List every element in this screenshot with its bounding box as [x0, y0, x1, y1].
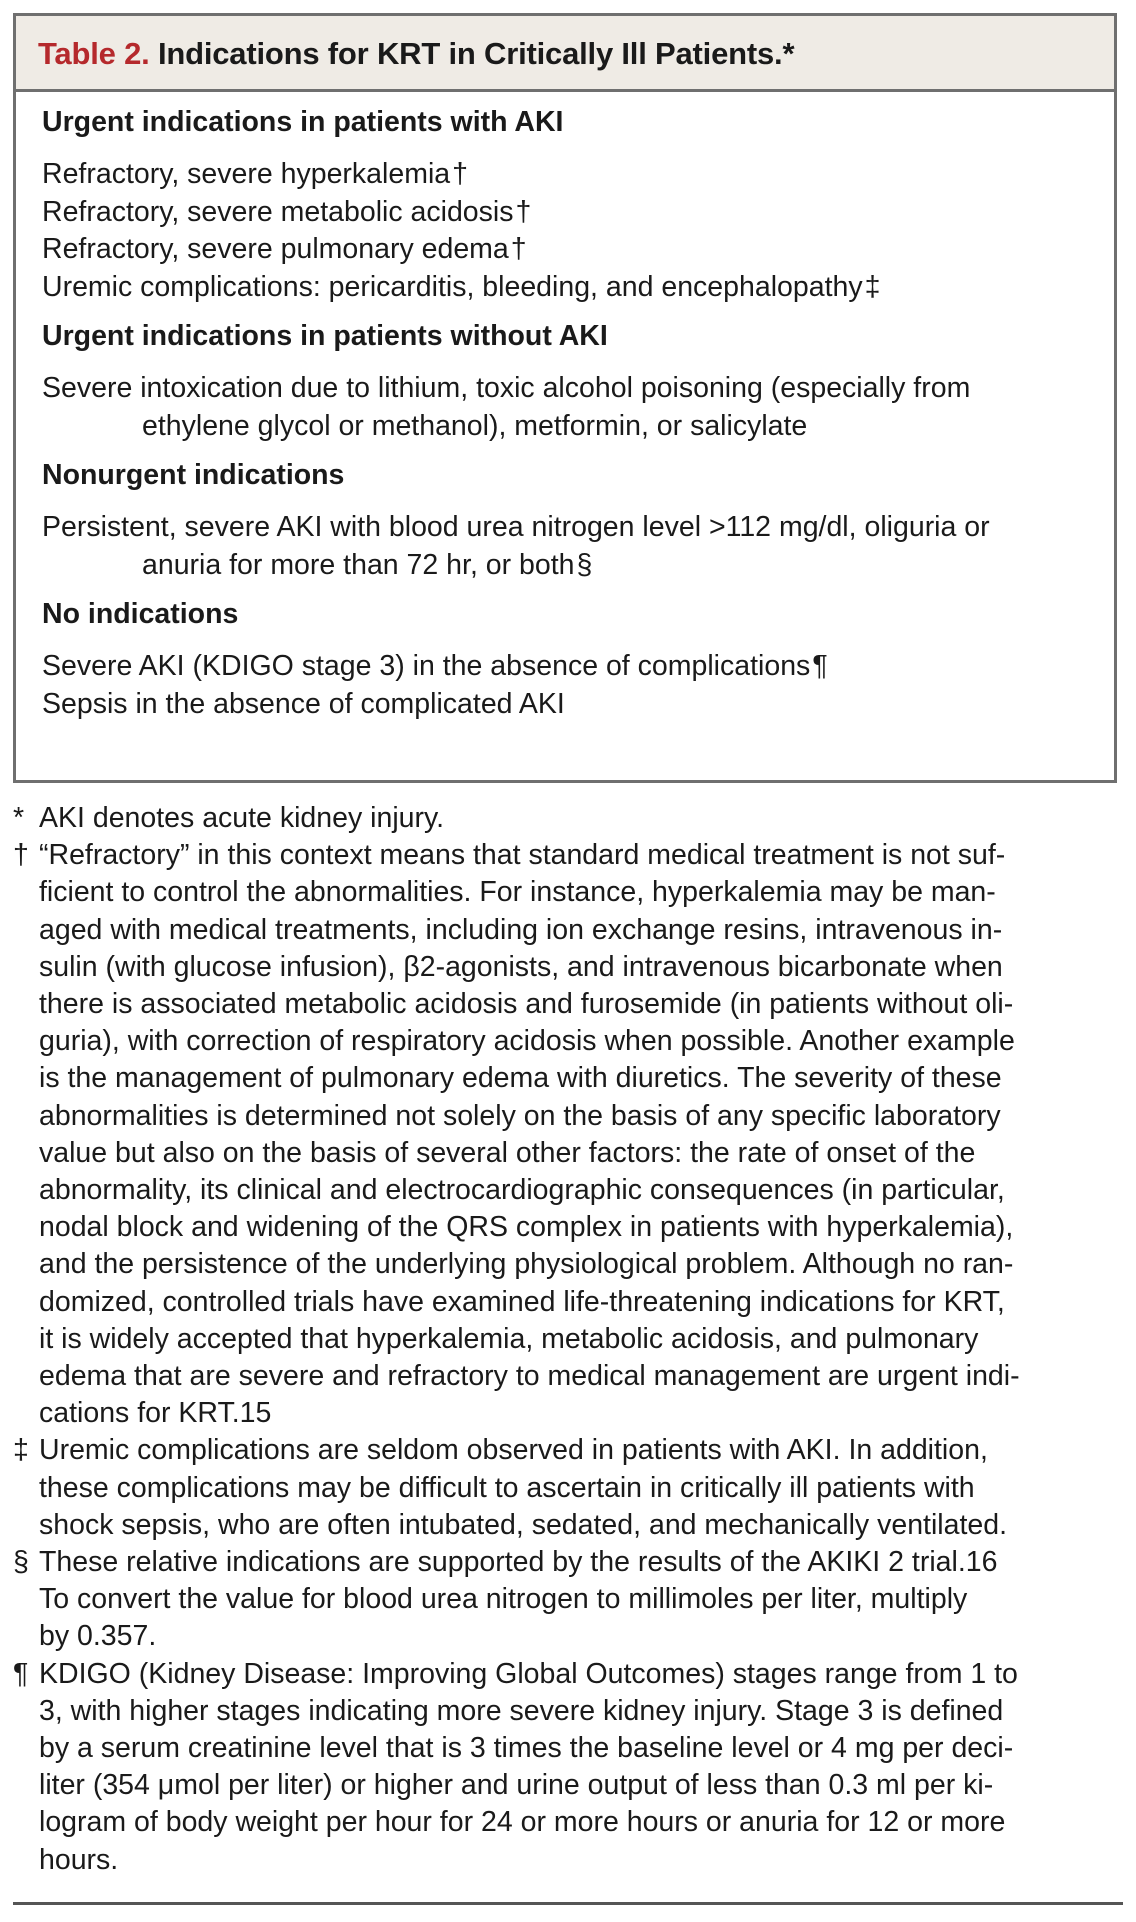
footnote-line: To convert the value for blood urea nitrogen to millimoles per liter, multiply [39, 1583, 968, 1616]
table-entry: Refractory, severe hyperkalemia† [42, 158, 468, 190]
footnote-line: value but also on the basis of several other factors: the rate of onset of the [39, 1136, 976, 1169]
footnote-symbol: ¶ [13, 1657, 29, 1690]
footnote-line: nodal block and widening of the QRS complex in patients with hyperkalemia), [39, 1211, 1014, 1244]
table-entry: Severe AKI (KDIGO stage 3) in the absence of complications¶ [42, 650, 828, 682]
footnote-line: it is widely accepted that hyperkalemia, metabolic acidosis, and pulmonary [39, 1322, 979, 1355]
footnote-line: liter (354 μmol per liter) or higher and urine output of less than 0.3 ml per ki- [39, 1769, 994, 1802]
footnote-line: edema that are severe and refractory to medical management are urgent indi- [39, 1360, 1020, 1393]
footnote-line: These relative indications are supported by the results of the AKIKI 2 trial.16 [39, 1546, 998, 1579]
footnote-line: “Refractory” in this context means that standard medical treatment is not suf- [39, 839, 1006, 872]
table-entry: Sepsis in the absence of complicated AKI [42, 687, 565, 720]
footnote-line: ficient to control the abnormalities. For instance, hyperkalemia may be man- [39, 876, 996, 909]
footnote-asterisk [13, 800, 1117, 837]
section-heading-urgent-without-aki: Urgent indications in patients without AKI [42, 320, 608, 352]
footnote-line: 3, with higher stages indicating more severe kidney injury. Stage 3 is defined [39, 1694, 1004, 1727]
footnote-line: is the management of pulmonary edema with diuretics. The severity of these [39, 1062, 1002, 1095]
section-list-urgent-without-aki [42, 370, 1094, 445]
section-list-nonurgent [42, 509, 1094, 584]
footnote-line: by a serum creatinine level that is 3 times the baseline level or 4 mg per deci- [39, 1732, 1014, 1765]
footnote-line: shock sepsis, who are often intubated, sedated, and mechanically ventilated. [39, 1508, 1008, 1541]
section-heading-no-indications: No indications [42, 598, 239, 630]
footnote-pilcrow [13, 1656, 1117, 1879]
footnote-mark: † [452, 158, 468, 190]
footnote-dagger [13, 837, 1117, 1432]
footnote-line: AKI denotes acute kidney injury. [39, 802, 445, 834]
footnote-double-dagger [13, 1432, 1117, 1544]
footnote-line: domized, controlled trials have examined life-threatening indications for KRT, [39, 1285, 1005, 1318]
footnote-mark: † [515, 195, 532, 228]
table-entry: Uremic complications: pericarditis, bleeding, and encephalopathy‡ [42, 270, 881, 303]
table-body [16, 92, 1114, 723]
footnote-mark: ‡ [864, 270, 881, 303]
table-entry: Refractory, severe metabolic acidosis† [42, 195, 532, 228]
footnote-line: abnormality, its clinical and electrocardiographic consequences (in particular, [39, 1174, 1005, 1207]
table-header [16, 16, 1114, 92]
footnote-symbol: † [13, 839, 29, 872]
footnote-line: sulin (with glucose infusion), β2-agonists, and intravenous bicarbonate when [39, 950, 1003, 983]
table-entry: Severe intoxication due to lithium, toxic alcohol poisoning (especially from ethylene glycol or methanol), metformin, or salicylate [42, 372, 971, 442]
footnote-line: KDIGO (Kidney Disease: Improving Global Outcomes) stages range from 1 to [39, 1657, 1018, 1690]
table-entry: Refractory, severe pulmonary edema† [42, 233, 527, 265]
footnote-line: there is associated metabolic acidosis and furosemide (in patients without oli- [39, 988, 1014, 1021]
footnote-line: cations for KRT.15 [39, 1397, 272, 1430]
footnote-mark: ¶ [812, 650, 828, 682]
footnote-line: abnormalities is determined not solely on the basis of any specific laboratory [39, 1099, 1001, 1132]
table-2-box [13, 13, 1117, 783]
section-heading-nonurgent: Nonurgent indications [42, 459, 345, 491]
footnote-symbol: ‡ [13, 1434, 29, 1467]
footnote-line: hours. [39, 1843, 119, 1876]
section-list-urgent-with-aki [42, 156, 1094, 306]
table-entry: Persistent, severe AKI with blood urea nitrogen level >112 mg/dl, oliguria or anuria for more than 72 hr, or both§ [42, 511, 990, 581]
section-list-no-indications [42, 648, 1094, 723]
footnote-section-sign [13, 1544, 1117, 1656]
footnote-mark: † [510, 233, 527, 265]
footnote-line: aged with medical treatments, including ion exchange resins, intravenous in- [39, 913, 1003, 946]
footnote-line: by 0.357. [39, 1620, 157, 1653]
footnote-mark: § [576, 548, 593, 581]
footnote-line: and the persistence of the underlying physiological problem. Although no ran- [39, 1248, 1014, 1281]
bottom-rule [13, 1902, 1123, 1905]
footnote-line: Uremic complications are seldom observed in patients with AKI. In addition, [39, 1434, 988, 1467]
section-heading-urgent-with-aki: Urgent indications in patients with AKI [42, 106, 564, 138]
footnote-line: these complications may be difficult to ascertain in critically ill patients with [39, 1471, 975, 1504]
table-title: Indications for KRT in Critically Ill Patients.* [157, 36, 795, 71]
footnotes [13, 800, 1117, 1879]
footnote-symbol: * [13, 802, 25, 834]
table-label: Table 2. [38, 36, 150, 71]
footnote-symbol: § [13, 1546, 29, 1579]
footnote-line: logram of body weight per hour for 24 or more hours or anuria for 12 or more [39, 1806, 1006, 1839]
footnote-line: guria), with correction of respiratory acidosis when possible. Another example [39, 1025, 1015, 1058]
